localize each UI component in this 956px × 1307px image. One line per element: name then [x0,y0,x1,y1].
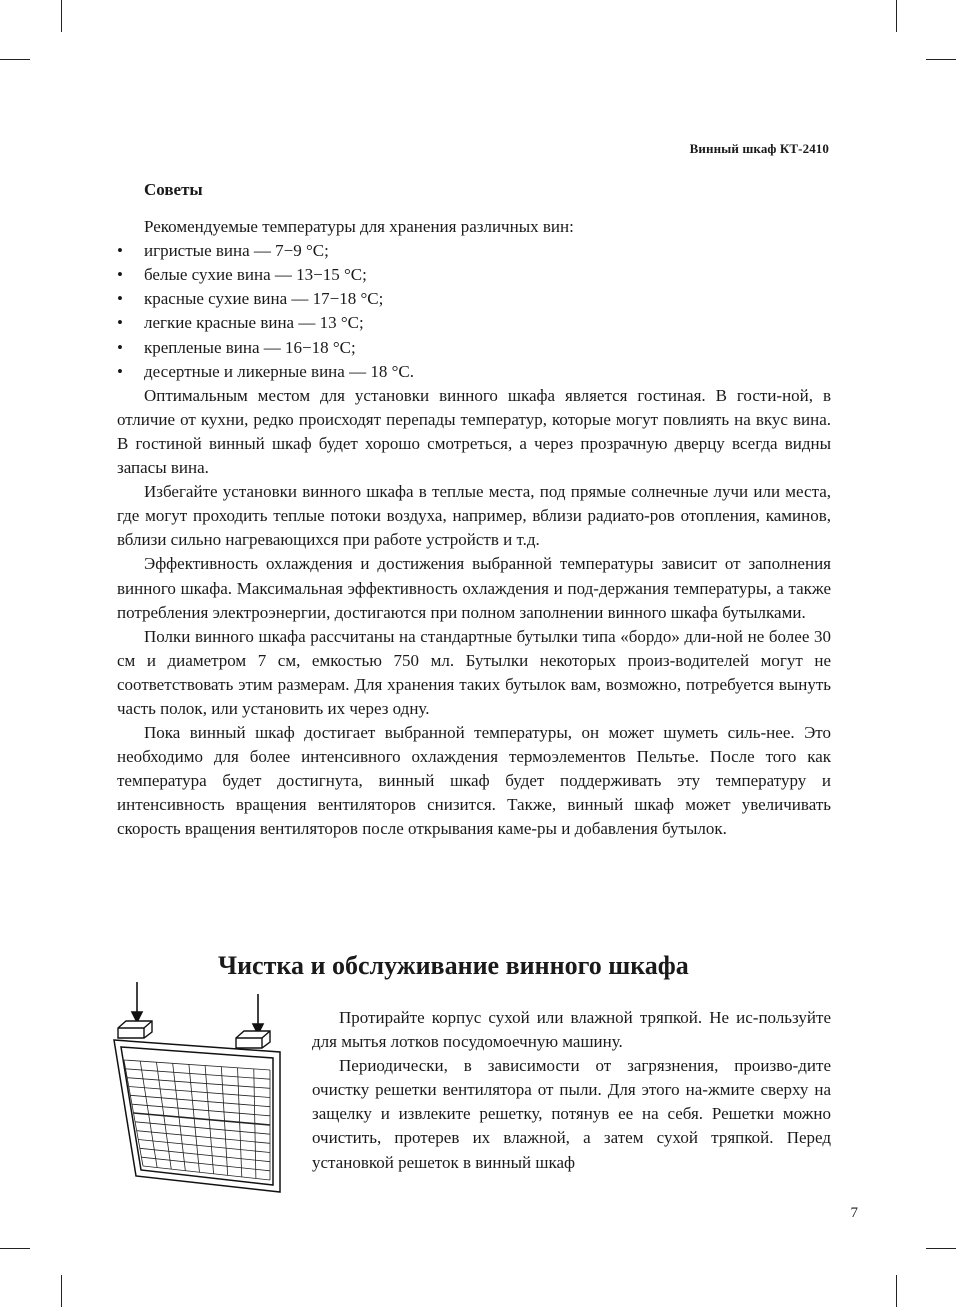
grille-removal-diagram [108,980,308,1200]
list-item: • игристые вина — 7−9 °С; [117,239,831,263]
page-number: 7 [850,1205,858,1221]
bullet-glyph: • [117,313,123,333]
crop-mark-top-left-h [0,59,30,60]
tips-heading: Советы [144,180,203,199]
fan-grille-illustration [108,980,308,1200]
crop-mark-bottom-right [896,1275,897,1307]
cleaning-text [312,1006,831,1175]
press-arrow-right [253,994,263,1034]
paragraph-avoid-heat: Избегайте установки винного шкафа в теплые места, под прямые солнечные лучи или места, где могут проходить теплые потоки воздуха, например, вблизи радиато-ров отопления, каминов, вблизи сильно нагревающихся при работе устройств и т.д. [117,482,831,550]
bullet-glyph: • [117,337,123,357]
paragraph-wipe: Протирайте корпус сухой или влажной тряпкой. Не ис-пользуйте для мытья лотков посудомоечную машину. [312,1008,831,1052]
paragraph-shelves: Полки винного шкафа рассчитаны на стандартные бутылки типа «бордо» дли-ной не более 30 см и диаметром 7 см, емкостью 750 мл. Бутылки некоторых произ-водителей могут не соответствовать этим размерам. Для хранения таких бутылок вам, возможно, потребуется вынуть часть полок, или установить их через одну. [117,626,831,718]
crop-mark-bottom-left [61,1275,62,1307]
crop-mark-top-right-h [926,59,956,60]
latch-right [236,1031,270,1048]
crop-mark-top-left [61,0,62,32]
list-item: • белые сухие вина — 13−15 °С; [117,263,831,287]
latch-left [118,1021,152,1038]
list-item: • десертные и ликерные вина — 18 °С. [117,360,831,384]
paragraph-grille-cleaning: Периодически, в зависимости от загрязнения, произво-дите очистку решетки вентилятора от пыли. Для этого на-жмите сверху на защелку и извлеките решетку, потянув ее на себя. Решетки можно очистить, протерев их влажной, а затем сухой тряпкой. Перед установкой решеток в винный шкаф [312,1056,831,1172]
list-item: • крепленые вина — 16−18 °С; [117,336,831,360]
press-arrow-left [132,982,142,1022]
bullet-glyph: • [117,241,123,261]
crop-mark-bottom-left-h [0,1248,30,1249]
crop-mark-top-right [896,0,897,32]
tips-section [117,178,831,842]
bullet-glyph: • [117,361,123,381]
temperature-list [117,239,831,384]
paragraph-noise: Пока винный шкаф достигает выбранной температуры, он может шуметь силь-нее. Это необходимо для более интенсивного охлаждения термоэлементов Пельтье. После того как температура будет достигнута, винный шкаф будет поддерживать эту температуру и интенсивность вращения вентиляторов снизится. Также, винный шкаф может увеличивать скорость вращения вентиляторов после открывания каме-ры и добавления бутылок. [117,723,831,839]
bullet-glyph: • [117,265,123,285]
paragraph-efficiency: Эффективность охлаждения и достижения выбранной температуры зависит от заполнения винного шкафа. Максимальная эффективность охлаждения и под-держания температуры, а также потребления электроэнергии, достигаются при полном заполнении винного шкафа бутылками. [117,554,831,622]
running-header: Винный шкаф КТ-2410 [689,141,829,156]
list-item: • красные сухие вина — 17−18 °С; [117,287,831,311]
list-item: • легкие красные вина — 13 °С; [117,311,831,335]
tips-intro: Рекомендуемые температуры для хранения различных вин: [144,217,574,237]
cleaning-section-title: Чистка и обслуживание винного шкафа [218,951,689,980]
paragraph-location: Оптимальным местом для установки винного шкафа является гостиная. В гости-ной, в отличие от кухни, редко происходят перепады температур, которые могут повлиять на вкус вина. В гостиной винный шкаф будет хорошо смотреться, а через прозрачную дверцу всегда видны запасы вина. [117,385,831,478]
crop-mark-bottom-right-h [926,1248,956,1249]
bullet-glyph: • [117,289,123,309]
